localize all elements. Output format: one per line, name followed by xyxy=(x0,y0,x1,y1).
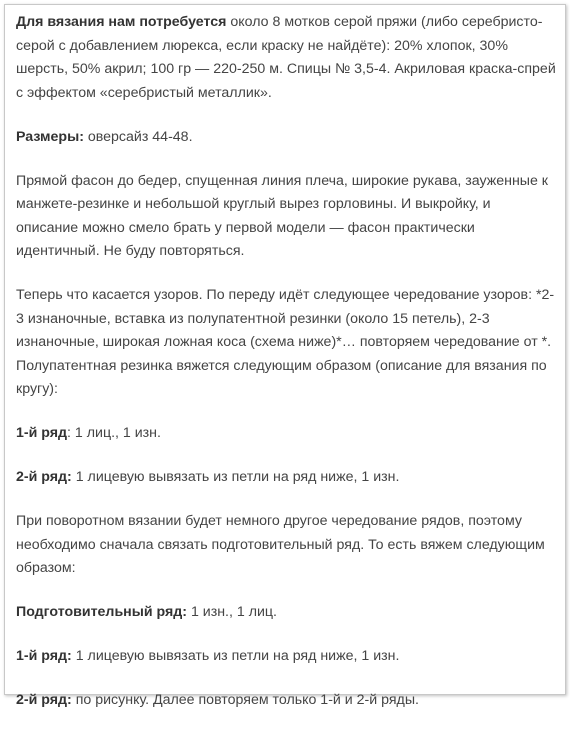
prep-row-paragraph xyxy=(16,601,556,625)
row2-paragraph xyxy=(16,466,556,490)
patterns-paragraph xyxy=(16,284,556,402)
materials-label: Для вязания нам потребуется xyxy=(16,14,227,30)
row1-label: 1-й ряд xyxy=(16,425,68,441)
turning-paragraph xyxy=(16,510,556,581)
row2-text: 1 лицевую вывязать из петли на ряд ниже, 1 изн. xyxy=(71,469,400,485)
patterns-text: Теперь что касается узоров. По переду идёт следующее чередование узоров: *2-3 изнаночные, вставка из полупатентной резинки (около 15 петель), 2-3 изнаночные, широкая ложная коса (схема ниже)*… повторяем чередование от *. Полупатентная резинка вяжется следующим образом (описание для вязания по кругу): xyxy=(16,287,555,397)
materials-paragraph xyxy=(16,11,556,105)
article-content xyxy=(16,11,556,733)
prep-row-text: 1 изн., 1 лиц. xyxy=(187,604,277,620)
turning-text: При поворотном вязании будет немного другое чередование рядов, поэтому необходимо сначала связать подготовительный ряд. То есть вяжем следующим образом: xyxy=(16,513,545,576)
turning-row2-label: 2-й ряд: xyxy=(16,692,72,708)
materials-text: около 8 мотков серой пряжи (либо серебристо-серой с добавлением люрекса, если краску не найдёте): 20% хлопок, 30% шерсть, 50% акрил; 100 гр — 220-250 м. Спицы № 3,5-4. Акриловая краска-спрей с эффектом «серебристый металлик». xyxy=(16,14,556,101)
row1-text: : 1 лиц., 1 изн. xyxy=(67,425,161,441)
turning-row2-text: по рисунку. Далее повторяем только 1-й и 2-й ряды. xyxy=(71,692,419,708)
turning-row1-label: 1-й ряд: xyxy=(16,648,72,664)
style-paragraph xyxy=(16,170,556,264)
turning-row2-paragraph xyxy=(16,689,556,713)
turning-row1-text: 1 лицевую вывязать из петли на ряд ниже, 1 изн. xyxy=(71,648,400,664)
sizes-paragraph xyxy=(16,126,556,150)
turning-row1-paragraph xyxy=(16,645,556,669)
sizes-text: оверсайз 44-48. xyxy=(83,128,193,145)
article-frame xyxy=(4,4,566,708)
prep-row-label: Подготовительный ряд: xyxy=(16,604,187,620)
style-text: Прямой фасон до бедер, спущенная линия плеча, широкие рукава, зауженные к манжете-резинке и небольшой круглый вырез горловины. И выкройку, и описание можно смело брать у первой модели — фасон практически идентичный. Не буду повторяться. xyxy=(16,172,549,259)
sizes-label: Размеры: xyxy=(16,128,84,145)
row1-paragraph xyxy=(16,422,556,446)
row2-label: 2-й ряд: xyxy=(16,469,72,485)
